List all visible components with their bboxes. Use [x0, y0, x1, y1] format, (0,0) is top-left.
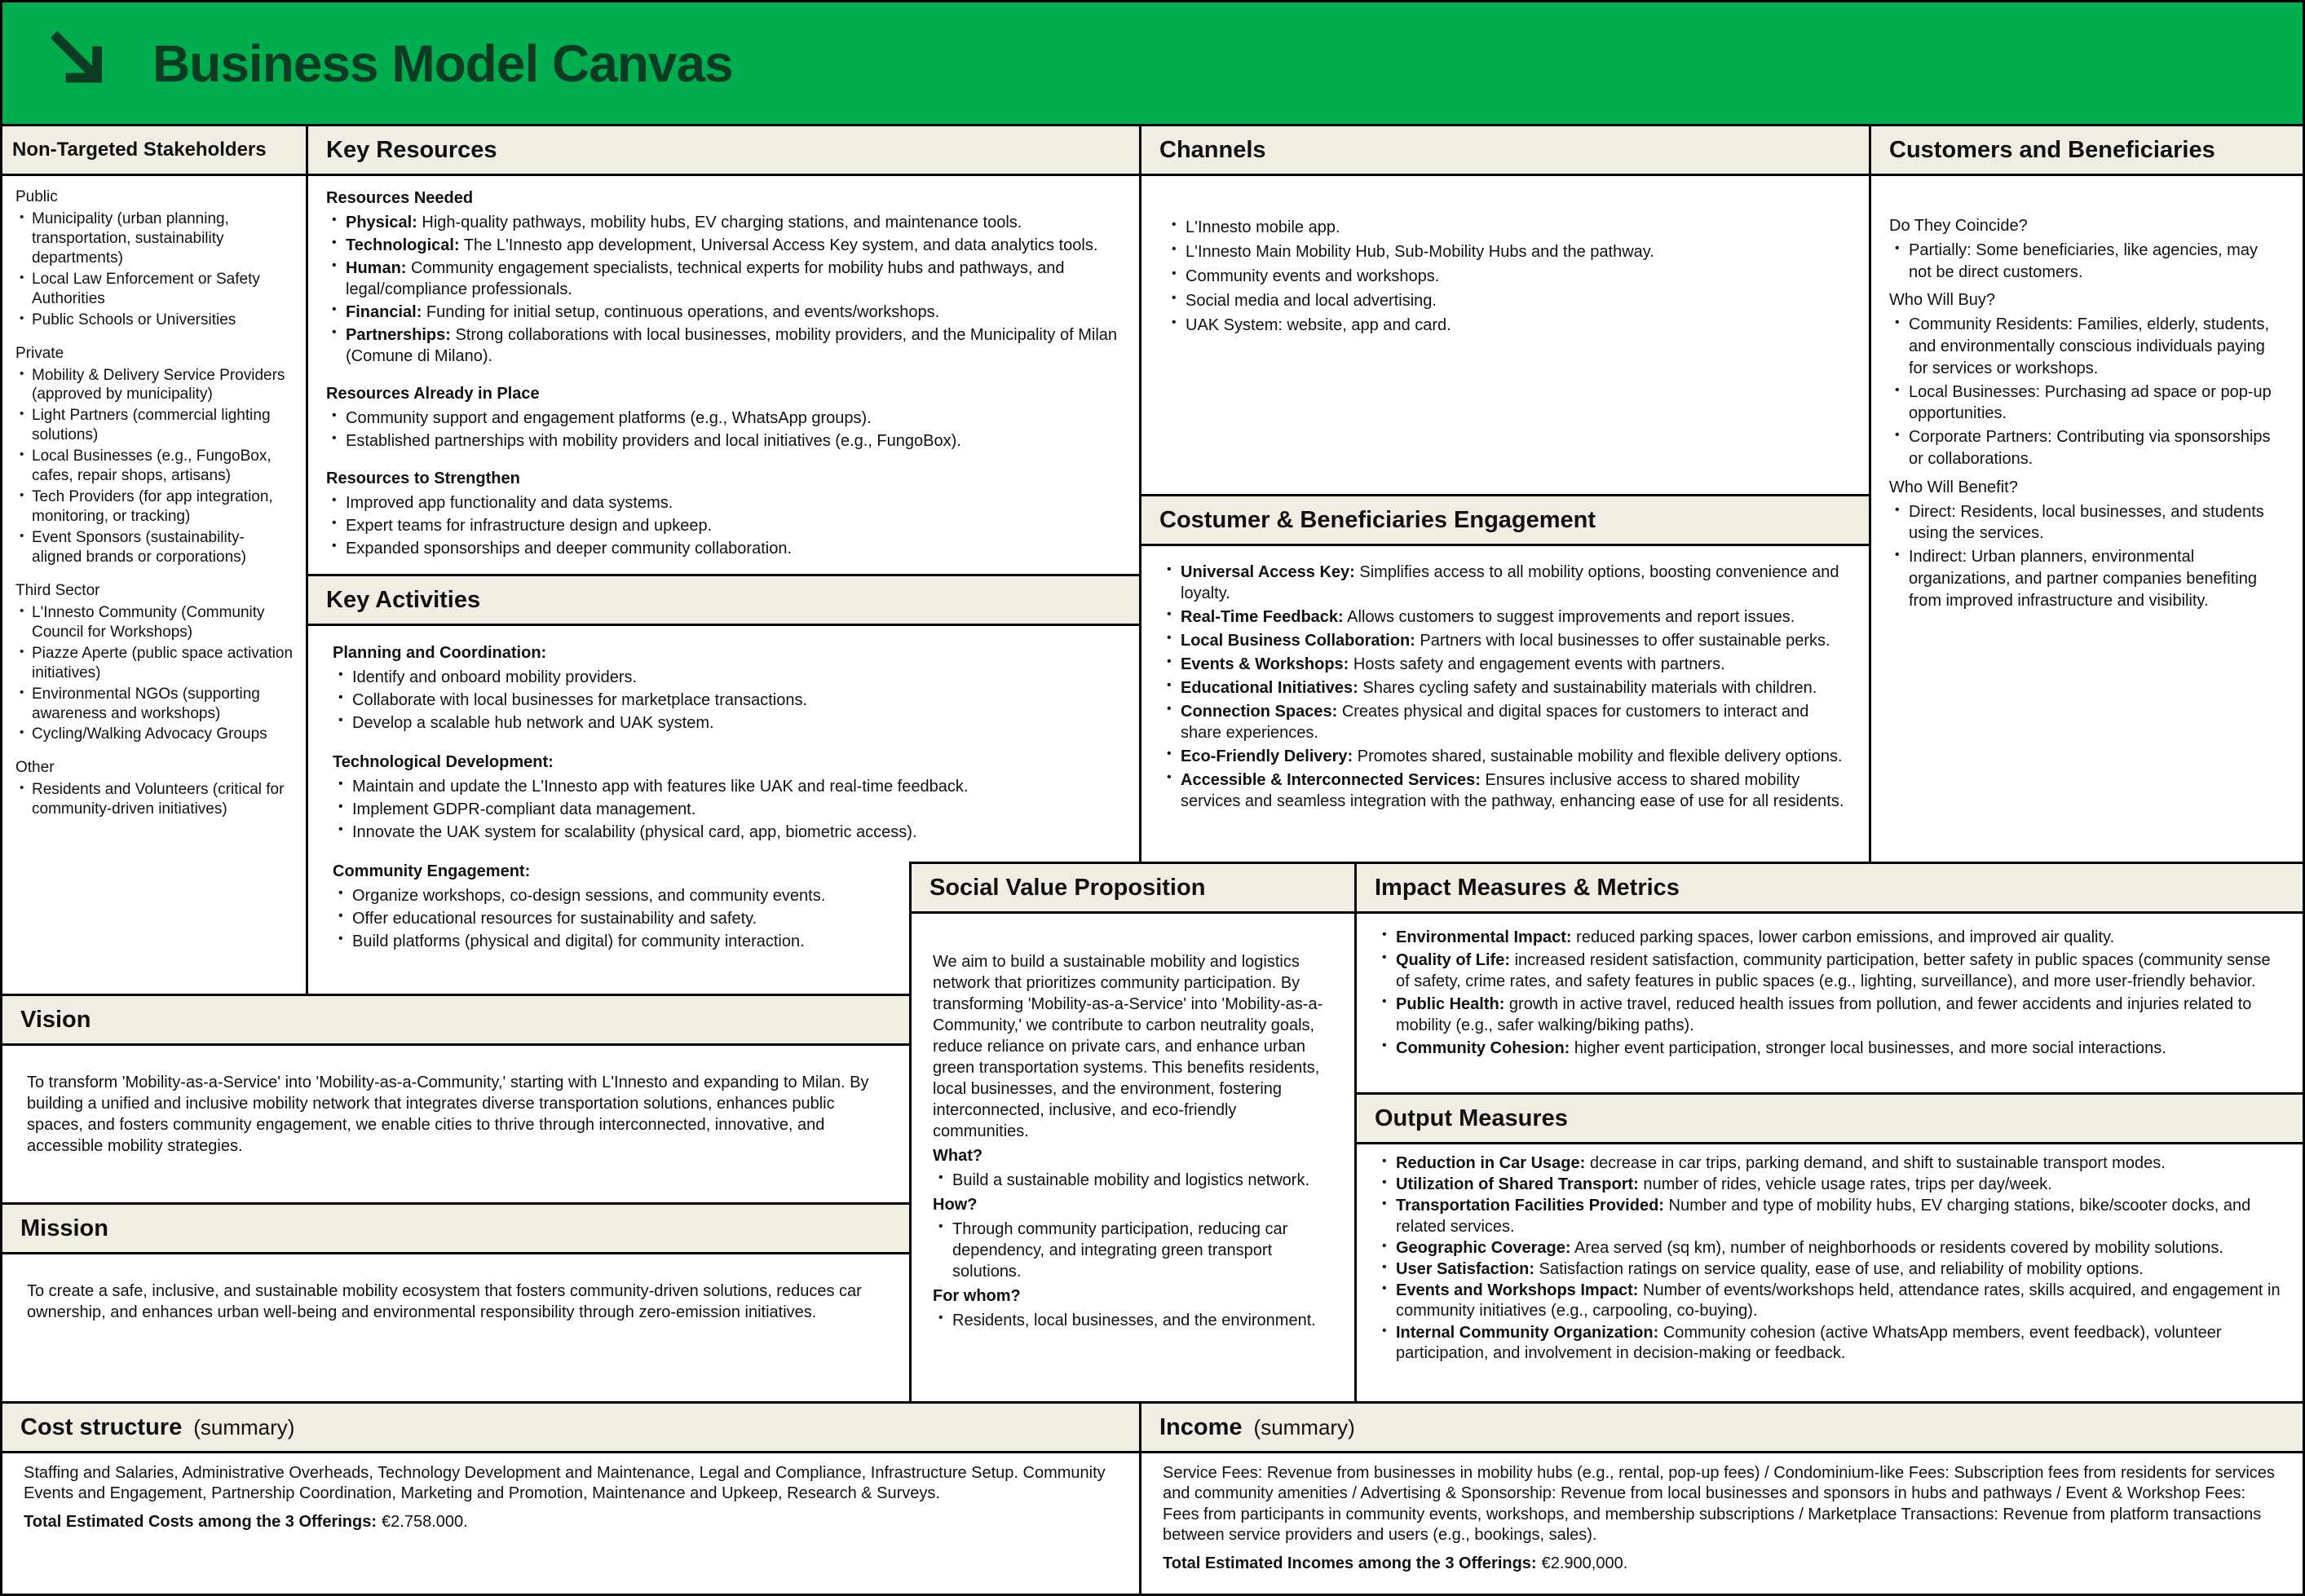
list-item: [326, 324, 1121, 367]
section-body: [2, 1254, 909, 1323]
customer-group: [1889, 477, 2285, 612]
item-label: Geographic Coverage:: [1396, 1238, 1571, 1257]
section-body: [1357, 1144, 2303, 1373]
group-heading: Community Engagement:: [333, 862, 531, 880]
group-list: [15, 366, 293, 567]
group-list: [326, 492, 1121, 559]
group-heading: How?: [933, 1196, 978, 1214]
list-item: • L'Innesto Main Mobility Hub, Sub-Mobility Hubs and the pathway.: [1166, 241, 1844, 262]
list-item: [1161, 746, 1849, 767]
item-text: Organize workshops, co-design sessions, and community events.: [352, 887, 826, 905]
section-key-resources: [306, 124, 1141, 576]
list-item: • Through community participation, reducing car dependency, and integrating green transport solutions.: [933, 1219, 1333, 1282]
item-text: Funding for initial setup, continuous operations, and events/workshops.: [426, 303, 940, 321]
list-item: • Mobility & Delivery Service Providers (approved by municipality): [15, 366, 293, 405]
list-item: [1376, 927, 2283, 948]
item-text: Promotes shared, sustainable mobility and flexible delivery options.: [1357, 747, 1843, 765]
section-title-text: Channels: [1159, 136, 1266, 163]
group-heading: Planning and Coordination:: [333, 644, 547, 662]
mission-text: To create a safe, inclusive, and sustainable mobility ecosystem that fosters community-driven solutions, reduces car ownership, and enhances urban well-being and environmental responsibility through zero-emission initiatives.: [27, 1282, 862, 1321]
list-item: • Public Schools or Universities: [15, 311, 293, 330]
customer-group: [1889, 289, 2285, 470]
total-line: [24, 1512, 1118, 1532]
list-item: • Cycling/Walking Advocacy Groups: [15, 725, 293, 744]
item-text: Innovate the UAK system for scalability (physical card, app, biometric access).: [352, 823, 917, 841]
item-text: High-quality pathways, mobility hubs, EV charging stations, and maintenance tools.: [422, 214, 1022, 231]
stakeholder-group: [15, 187, 293, 330]
group-heading: Third Sector: [15, 581, 100, 599]
item-text: Community engagement specialists, technical experts for mobility hubs and pathways, and legal/compliance professionals.: [346, 259, 1065, 298]
list-item: • Community Residents: Families, elderly, students, and environmentally conscious individuals paying for services or workshops.: [1889, 314, 2285, 379]
item-text: Established partnerships with mobility providers and local initiatives (e.g., FungoBox).: [346, 432, 961, 450]
section-title: [2, 996, 909, 1046]
list-item: [1376, 1281, 2283, 1321]
app-header: [0, 0, 2305, 126]
section-title: [1357, 864, 2303, 914]
section-body: [1141, 176, 1869, 377]
item-label: Events and Workshops Impact:: [1396, 1281, 1639, 1300]
list-item: • Community events and workshops.: [1166, 266, 1844, 287]
item-label: Technological:: [346, 236, 460, 254]
total-line: [1163, 1554, 2281, 1574]
list-item: • Event Sponsors (sustainability-aligned brands or corporations): [15, 528, 293, 567]
list-item: • Municipality (urban planning, transportation, sustainability departments): [15, 209, 293, 268]
item-label: Educational Initiatives:: [1181, 679, 1358, 697]
item-label: Real-Time Feedback:: [1181, 608, 1344, 626]
list-item: • Direct: Residents, local businesses, and students using the services.: [1889, 501, 2285, 545]
total-label: Total Estimated Costs among the 3 Offerings:: [24, 1512, 378, 1531]
list-item: [1376, 994, 2283, 1036]
activity-group: [333, 642, 1115, 734]
list-item: • L'Innesto Community (Community Council for Workshops): [15, 603, 293, 642]
section-cost-structure: [0, 1401, 1141, 1596]
section-non-targeted-stakeholders: [0, 124, 308, 996]
section-title-text: Cost structure: [20, 1413, 183, 1440]
section-title: [912, 864, 1354, 914]
item-text: Simplifies access to all mobility options, boosting convenience and loyalty.: [1181, 563, 1839, 602]
list-item: [333, 667, 1115, 688]
item-label: Financial:: [346, 303, 422, 321]
section-body: [2, 176, 306, 832]
group-heading: Private: [15, 344, 64, 362]
item-label: Universal Access Key:: [1181, 563, 1355, 581]
item-text: Identify and onboard mobility providers.: [352, 668, 638, 686]
section-title: [2, 126, 306, 176]
svp-question-group: [933, 1285, 1333, 1331]
list-item: • Environmental NGOs (supporting awareness and workshops): [15, 685, 293, 724]
section-social-value-proposition: [909, 862, 1357, 1404]
item-text: Allows customers to suggest improvements and report issues.: [1347, 608, 1795, 626]
section-title-text: Social Value Proposition: [930, 874, 1206, 901]
cost-body: Staffing and Salaries, Administrative Overheads, Technology Development and Maintenance, Legal and Compliance, Infrastructure Setup. Community Events and Engagement, Partnership Coordination, Marketing and Promotion, Maintenance and Upkeep, Research & Surveys.: [24, 1464, 1106, 1503]
item-label: Partnerships:: [346, 326, 451, 344]
stakeholder-group: [15, 581, 293, 745]
group-list: [15, 209, 293, 330]
item-text: increased resident satisfaction, community participation, better safety in public spaces (community sense of safety, crime rates, and safety features in public spaces (e.g., lighting, surveillance), and more user-friendly behavior.: [1396, 951, 2271, 990]
item-text: Number of events/workshops held, attendance rates, skills acquired, and engagement in community initiatives (e.g., carpooling, co-buying).: [1396, 1281, 2281, 1320]
list-item: [326, 492, 1121, 514]
item-text: Expert teams for infrastructure design and upkeep.: [346, 517, 713, 535]
section-body: [2, 1046, 909, 1157]
group-list: [1889, 240, 2285, 284]
diagonal-arrow-icon: [43, 28, 118, 99]
list-item: • Piazze Aperte (public space activation initiatives): [15, 644, 293, 683]
item-text: higher event participation, stronger local businesses, and more social interactions.: [1574, 1039, 2166, 1057]
list-item: • Local Businesses: Purchasing ad space or pop-up opportunities.: [1889, 381, 2285, 425]
item-label: Internal Community Organization:: [1396, 1323, 1659, 1342]
list-item: [326, 212, 1121, 233]
group-list: [15, 780, 293, 819]
section-vision: [0, 994, 912, 1205]
group-heading: Who Will Benefit?: [1889, 478, 2018, 496]
list-item: • Local Law Enforcement or Safety Authorities: [15, 270, 293, 309]
section-title: [2, 1404, 1139, 1453]
list-item: [326, 538, 1121, 559]
section-title-suffix: (summary): [1253, 1414, 1355, 1439]
section-title-text: Mission: [20, 1215, 108, 1241]
section-channels: [1139, 124, 1871, 496]
list-item: • Corporate Partners: Contributing via sponsorships or collaborations.: [1889, 426, 2285, 470]
list-item: [333, 822, 1115, 843]
item-text: Community support and engagement platforms (e.g., WhatsApp groups).: [346, 409, 872, 427]
item-text: Offer educational resources for sustainability and safety.: [352, 910, 757, 928]
list-item: [1376, 1175, 2283, 1195]
item-text: Number and type of mobility hubs, EV charging stations, bike/scooter docks, and related services.: [1396, 1197, 2251, 1236]
page-title: Business Model Canvas: [152, 33, 733, 93]
item-text: Expanded sponsorships and deeper community collaboration.: [346, 540, 793, 558]
svp-intro: We aim to build a sustainable mobility and logistics network that prioritizes community participation. By transforming 'Mobility-as-a-Service' into 'Mobility-as-a-Community,' we contribute to carbon neutrality goals, reduce reliance on private cars, and enhance urban green transportation systems. This benefits residents, local businesses, and the environment, fostering interconnected, inclusive, and eco-friendly communities.: [933, 953, 1323, 1140]
item-label: Local Business Collaboration:: [1181, 632, 1415, 650]
list-item: [326, 302, 1121, 323]
list-item: [1161, 677, 1849, 699]
group-list: [1889, 501, 2285, 612]
item-text: Implement GDPR-compliant data management.: [352, 800, 696, 818]
item-text: Area served (sq km), number of neighborhoods or residents covered by mobility solutions.: [1574, 1238, 2223, 1257]
list-item: [333, 799, 1115, 820]
section-body: [2, 1453, 1139, 1542]
section-body: [308, 176, 1139, 572]
item-text: The L'Innesto app development, Universal Access Key system, and data analytics tools.: [463, 236, 1098, 254]
income-body: Service Fees: Revenue from businesses in mobility hubs (e.g., rental, pop-up fees) / Condominium-like Fees: Subscription fees from residents for services and community amenities / Advertising & Sponsorship: Revenue from local businesses and sponsors in hubs and pathways / Event & Workshop Fees: Fees from participants in community events, workshops, and membership subscriptions / Marketplace Transactions: Revenue from platform transactions between service providers and users (e.g., bookings, sales).: [1163, 1464, 2275, 1545]
item-text: Improved app functionality and data systems.: [346, 494, 673, 512]
list-item: [326, 515, 1121, 536]
stakeholder-group: [15, 344, 293, 567]
list-item: [1376, 1153, 2283, 1174]
section-title-text: Costumer & Beneficiaries Engagement: [1159, 506, 1596, 533]
total-value: €2.758.000.: [382, 1512, 468, 1531]
item-label: Eco-Friendly Delivery:: [1181, 747, 1353, 765]
item-text: Satisfaction ratings on service quality, ease of use, and reliability of mobility options.: [1539, 1259, 2144, 1278]
stakeholder-group: [15, 758, 293, 819]
section-body: [1871, 176, 2303, 653]
section-title: [1357, 1095, 2303, 1144]
item-text: Partners with local businesses to offer sustainable perks.: [1420, 632, 1830, 650]
group-list: [326, 212, 1121, 367]
item-text: Build platforms (physical and digital) for community interaction.: [352, 932, 805, 950]
item-text: Maintain and update the L'Innesto app with features like UAK and real-time feedback.: [352, 778, 969, 796]
section-body: [912, 914, 1354, 1331]
list-item: [1161, 769, 1849, 812]
resource-group: [326, 383, 1121, 452]
list-item: [1161, 654, 1849, 675]
group-list: [933, 1170, 1333, 1191]
item-label: User Satisfaction:: [1396, 1259, 1535, 1278]
section-title: [1141, 126, 1869, 176]
section-title-suffix: (summary): [193, 1414, 295, 1439]
item-label: Reduction in Car Usage:: [1396, 1154, 1586, 1172]
section-title: [1141, 496, 1869, 546]
list-item: • Residents, local businesses, and the environment.: [933, 1310, 1333, 1331]
list-item: [333, 690, 1115, 711]
list-item: • Build a sustainable mobility and logistics network.: [933, 1170, 1333, 1191]
svp-question-group: [933, 1194, 1333, 1282]
group-heading: What?: [933, 1147, 983, 1165]
section-customer-engagement: [1139, 494, 1871, 864]
section-title-text: Non-Targeted Stakeholders: [12, 139, 267, 161]
item-text: Creates physical and digital spaces for customers to interact and share experiences.: [1181, 703, 1809, 742]
list-item: [1376, 1259, 2283, 1280]
item-text: Collaborate with local businesses for marketplace transactions.: [352, 691, 808, 709]
list-item: [1161, 630, 1849, 651]
section-mission: [0, 1202, 912, 1404]
list-item: • Light Partners (commercial lighting solutions): [15, 406, 293, 445]
item-text: Ensures inclusive access to shared mobility services and seamless integration with the pathway, enhancing ease of use for all residents.: [1181, 771, 1844, 810]
group-heading: Technological Development:: [333, 753, 554, 771]
section-title-text: Income: [1159, 1413, 1243, 1440]
list-item: • L'Innesto mobile app.: [1166, 217, 1844, 238]
list-item: [326, 235, 1121, 256]
group-heading: For whom?: [933, 1287, 1021, 1305]
list-item: [1376, 1196, 2283, 1237]
list-item: [1376, 1238, 2283, 1259]
section-title: [1871, 126, 2303, 176]
group-list: [933, 1219, 1333, 1282]
section-title-text: Impact Measures & Metrics: [1375, 874, 1680, 901]
group-list: [15, 603, 293, 745]
section-output-measures: [1354, 1092, 2305, 1404]
section-title: [1141, 1404, 2303, 1453]
section-body: [1141, 1453, 2303, 1584]
impact-list: [1376, 927, 2283, 1059]
section-income: [1139, 1401, 2305, 1596]
list-item: [1376, 950, 2283, 992]
section-title-text: Vision: [20, 1006, 91, 1033]
section-body: [1141, 546, 1869, 827]
item-label: Connection Spaces:: [1181, 703, 1338, 721]
item-label: Human:: [346, 259, 407, 277]
list-item: • Residents and Volunteers (critical for community-driven initiatives): [15, 780, 293, 819]
group-heading: Resources Needed: [326, 189, 474, 207]
list-item: • Social media and local advertising.: [1166, 290, 1844, 311]
section-impact-measures: [1354, 862, 2305, 1095]
list-item: [1161, 562, 1849, 604]
item-label: Physical:: [346, 214, 417, 231]
group-list: [1889, 314, 2285, 470]
engagement-list: [1161, 562, 1849, 812]
list-item: • UAK System: website, app and card.: [1166, 315, 1844, 336]
item-text: Strong collaborations with local businesses, mobility providers, and the Municipality of Milan (Comune di Milano).: [346, 326, 1118, 365]
group-heading: Do They Coincide?: [1889, 217, 2028, 235]
customer-group: [1889, 215, 2285, 283]
section-title: [2, 1205, 909, 1254]
resource-group: [326, 468, 1121, 559]
list-item: [1161, 606, 1849, 628]
item-label: Quality of Life:: [1396, 951, 1510, 969]
list-item: • Indirect: Urban planners, environmental organizations, and partner companies benefiting from improved infrastructure and visibility.: [1889, 546, 2285, 611]
item-text: Community cohesion (active WhatsApp members, event feedback), volunteer participation, and involvement in decision-making or feedback.: [1396, 1323, 2222, 1362]
item-label: Accessible & Interconnected Services:: [1181, 771, 1481, 789]
list-item: [333, 776, 1115, 797]
group-heading: Who Will Buy?: [1889, 291, 1996, 310]
list-item: [1376, 1038, 2283, 1059]
activity-group: [333, 752, 1115, 843]
item-label: Public Health:: [1396, 995, 1505, 1013]
list-item: • Local Businesses (e.g., FungoBox, cafes, repair shops, artisans): [15, 447, 293, 486]
section-title-text: Output Measures: [1375, 1104, 1568, 1131]
group-heading: Resources Already in Place: [326, 385, 540, 403]
item-label: Transportation Facilities Provided:: [1396, 1197, 1664, 1215]
total-value: €2.900,000.: [1541, 1554, 1628, 1572]
resource-group: [326, 187, 1121, 367]
list-item: [326, 258, 1121, 300]
group-list: [933, 1310, 1333, 1331]
item-text: Develop a scalable hub network and UAK system.: [352, 714, 714, 732]
section-title: [308, 126, 1139, 176]
total-label: Total Estimated Incomes among the 3 Offerings:: [1163, 1554, 1537, 1572]
item-text: growth in active travel, reduced health issues from pollution, and fewer accidents and injuries related to mobility (e.g., safer walking/biking paths).: [1396, 995, 2252, 1034]
group-heading: Resources to Strengthen: [326, 470, 520, 487]
group-list: [333, 776, 1115, 843]
section-title-text: Key Activities: [326, 586, 481, 613]
list-item: [333, 712, 1115, 734]
list-item: [326, 408, 1121, 429]
item-text: Hosts safety and engagement events with partners.: [1353, 655, 1725, 673]
output-list: [1376, 1153, 2283, 1364]
list-item: [326, 430, 1121, 452]
vision-text: To transform 'Mobility-as-a-Service' into 'Mobility-as-a-Community,' starting with L'Innesto and expanding to Milan. By building a unified and inclusive mobility network that integrates diverse transportation solutions, enhances public spaces, and fosters community engagement, we enable cities to thrive through interconnected, innovative, and accessible mobility strategies.: [27, 1074, 869, 1155]
group-list: [326, 408, 1121, 452]
channels-list: [1166, 217, 1844, 336]
section-title-text: Customers and Beneficiaries: [1889, 136, 2215, 163]
group-heading: Other: [15, 759, 55, 777]
section-body: [1357, 914, 2303, 1072]
item-label: Events & Workshops:: [1181, 655, 1349, 673]
item-text: reduced parking spaces, lower carbon emissions, and improved air quality.: [1576, 928, 2115, 946]
item-label: Environmental Impact:: [1396, 928, 1572, 946]
group-heading: Public: [15, 188, 58, 205]
section-customers-beneficiaries: [1869, 124, 2305, 864]
item-text: number of rides, vehicle usage rates, trips per day/week.: [1643, 1175, 2052, 1194]
list-item: [1376, 1323, 2283, 1364]
svp-question-group: [933, 1145, 1333, 1191]
group-list: [333, 667, 1115, 734]
list-item: [1161, 701, 1849, 743]
item-label: Utilization of Shared Transport:: [1396, 1175, 1639, 1194]
item-text: decrease in car trips, parking demand, and shift to sustainable transport modes.: [1589, 1154, 2166, 1172]
item-text: Shares cycling safety and sustainability materials with children.: [1362, 679, 1817, 697]
section-title: [308, 576, 1139, 626]
item-label: Community Cohesion:: [1396, 1039, 1570, 1057]
list-item: • Tech Providers (for app integration, monitoring, or tracking): [15, 487, 293, 527]
section-title-text: Key Resources: [326, 136, 497, 163]
list-item: • Partially: Some beneficiaries, like agencies, may not be direct customers.: [1889, 240, 2285, 284]
